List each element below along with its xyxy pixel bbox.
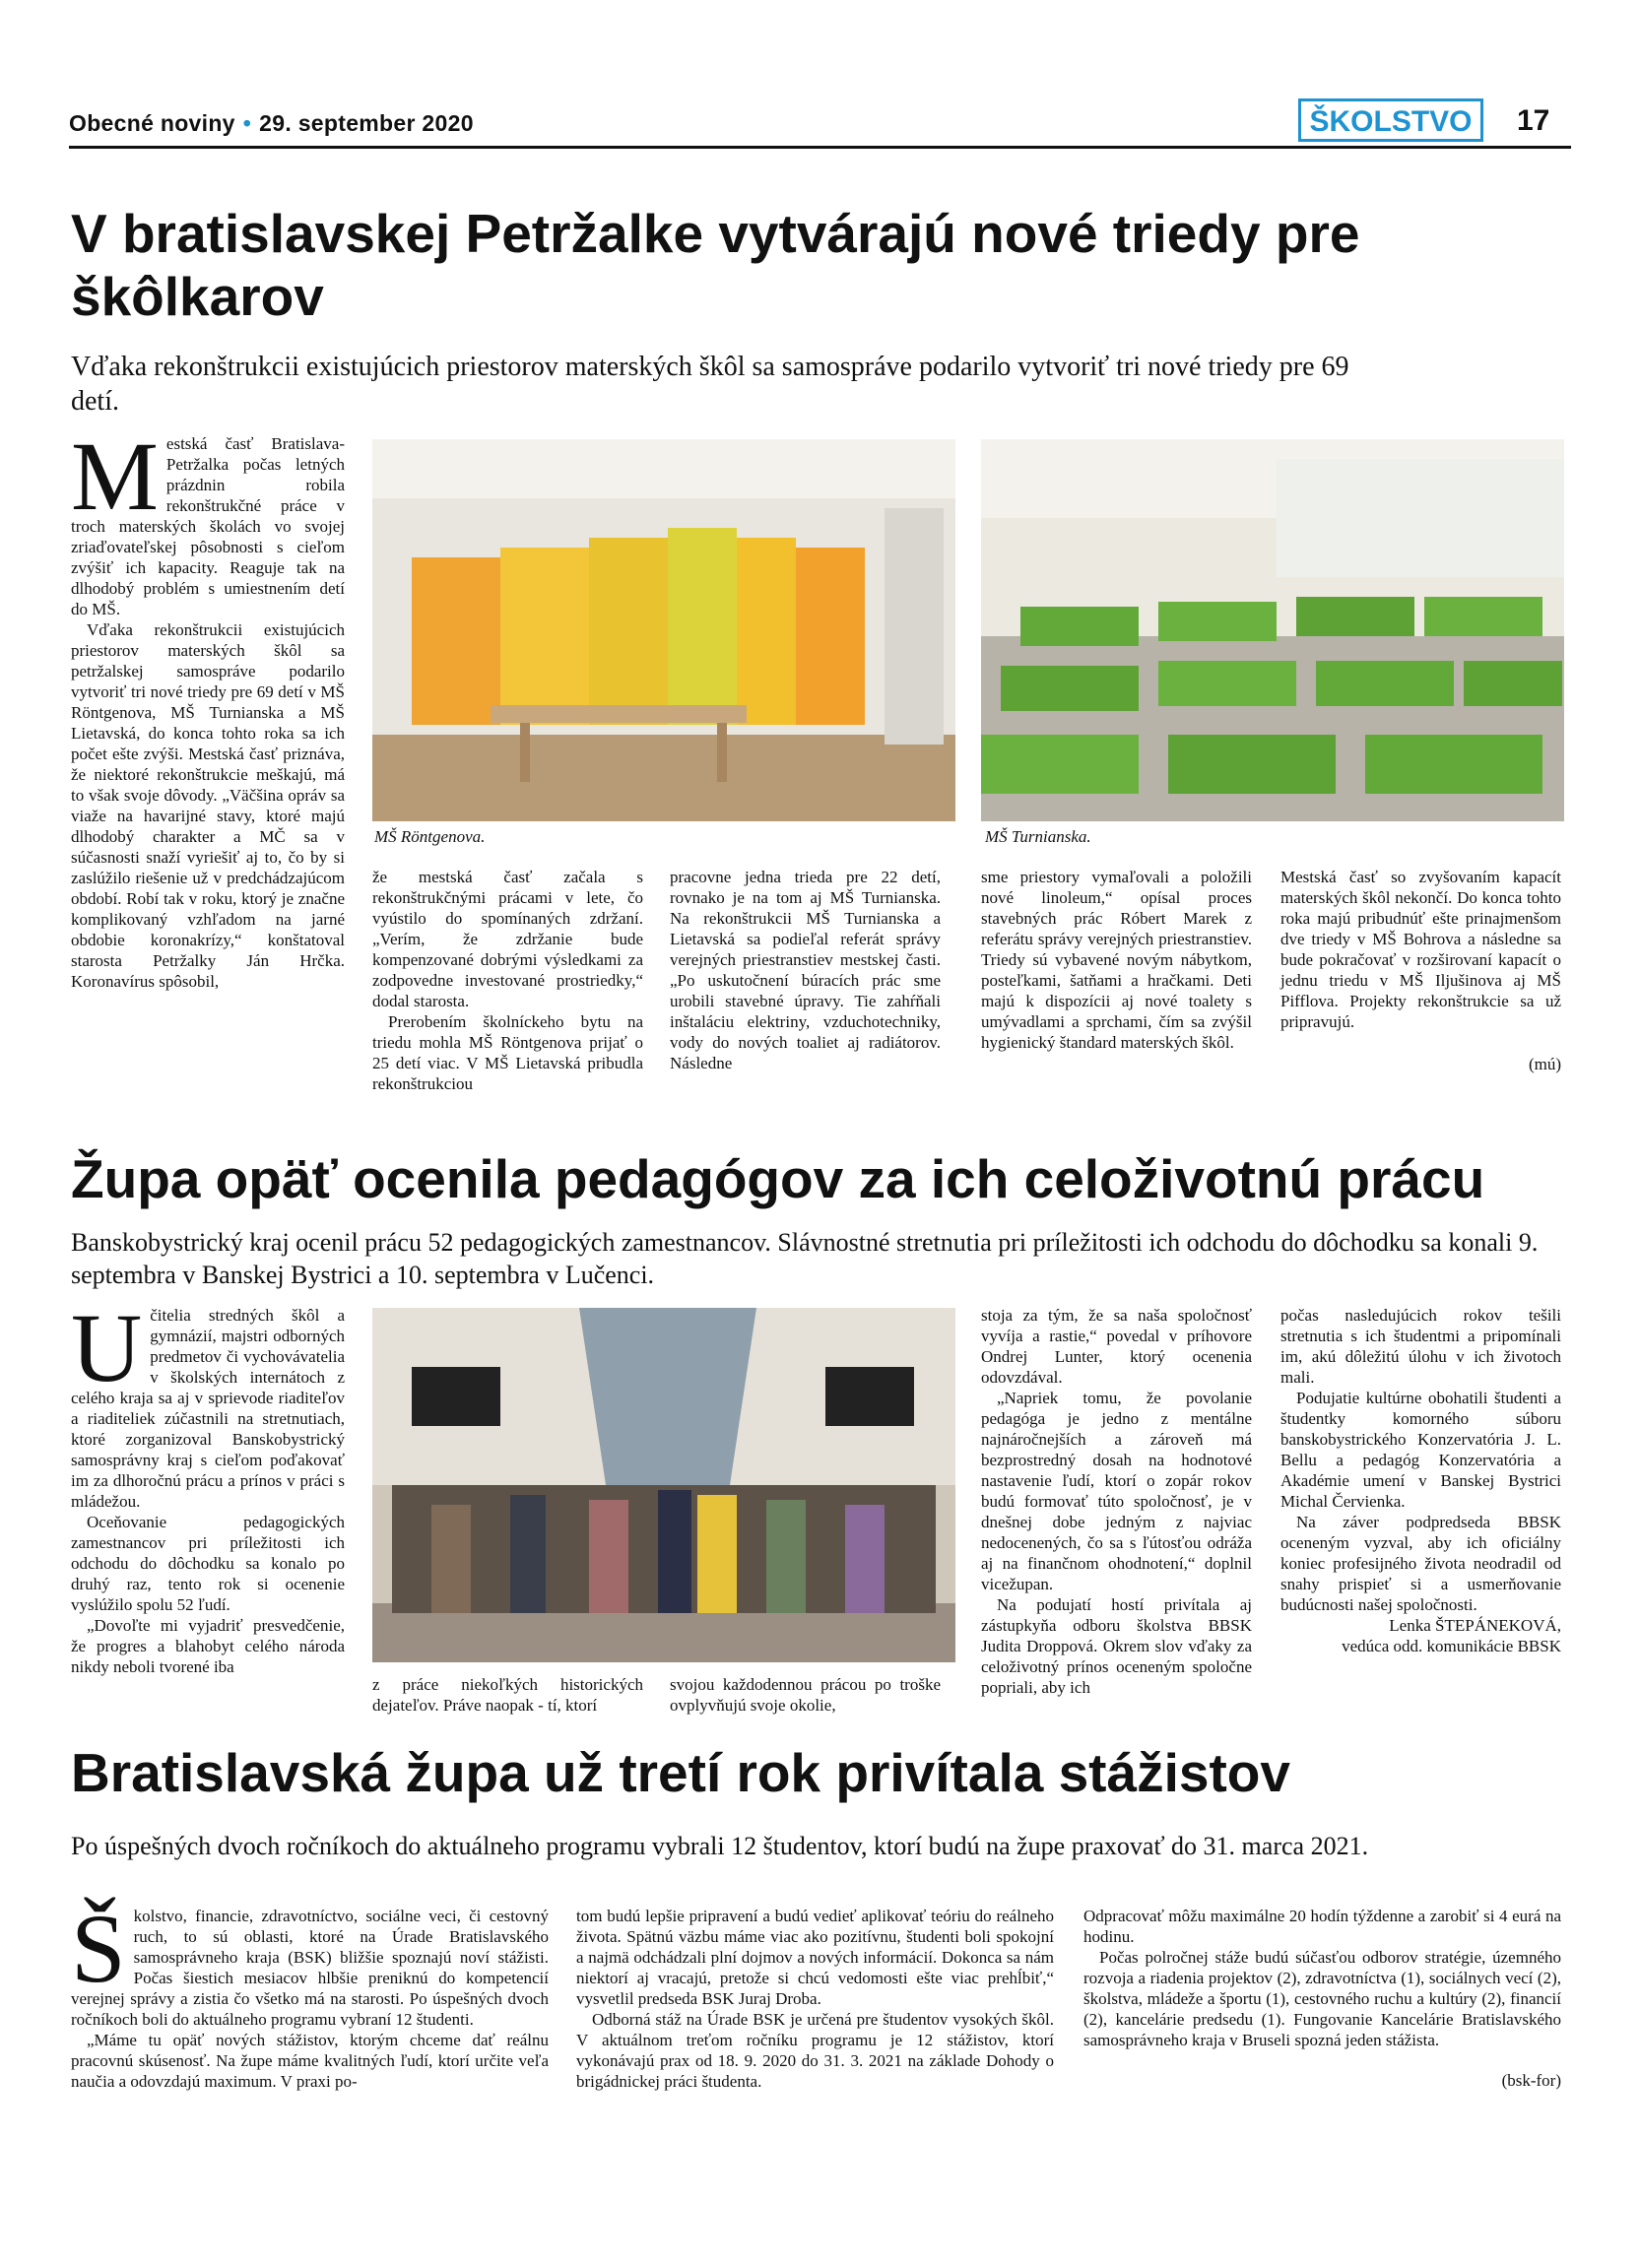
article1-title: V bratislavskej Petržalke vytvárajú nové triedy pre škôlkarov [71, 203, 1360, 327]
article1-column-2 [372, 867, 643, 1094]
paragraph: čitelia stredných škôl a gymnázií, majstri odborných predmetov či vychovávatelia v školských internátoch z celého kraja sa aj v sprievode riaditeľov a riaditeliek zúčastnili na stretnutiach, ktoré zorganizoval Banskobystrický samosprávny kraj s cieľom poďakovať im za dlhoročnú prácu a prínos v práci s mládežou. [71, 1306, 345, 1511]
article3-column-3 [1083, 1906, 1561, 2091]
paragraph: sme priestory vymaľovali a položili nové linoleum,“ opísal proces stavebných prác Róbert Marek z referátu správy verejných priestranstiev. Triedy sú vybavené novým nábytkom, posteľkami, šatňami a hračkami. Deti majú k dispozícii aj nové toalety s umývadlami a sprchami, čím sa zvýšil hygienický štandard materských škôl. [981, 868, 1252, 1052]
article2-column-3 [670, 1674, 941, 1716]
article2-title: Župa opäť ocenila pedagógov za ich celoživotnú prácu [71, 1148, 1485, 1209]
dropcap: M [71, 421, 159, 531]
publication-name: Obecné noviny [69, 110, 235, 136]
paragraph: Mestská časť so zvyšovaním kapacít materských škôl nekončí. Do konca tohto roka majú pribudnúť ešte prinajmenšom dve triedy v MŠ Bohrova a následne sa bude pokračovať v rozširovaní kapacít o jednu triedu v MŠ Iljušinova aj MŠ Pifflova. Projekty rekonštrukcie sa už pripravujú. [1280, 868, 1561, 1031]
author-signature: (bsk-for) [1501, 2071, 1561, 2090]
paragraph: kolstvo, financie, zdravotníctvo, sociálne veci, či cestovný ruch, to sú oblasti, ktoré na Úrade Bratislavského samosprávneho kraja (BSK) bližšie spoznajú noví stážisti. Počas šiestich mesiacov hlbšie preniknú do kompetencií verejnej správy a zistia čo všetko má na starosti. Po úspešných dvoch ročníkoch boli do aktuálneho programu vybraní 12 študenti. [71, 1907, 549, 2029]
separator-dot: • [242, 110, 252, 136]
paragraph: Na záver podpredseda BBSK oceneným vyzval, aby ich oficiálny koniec profesijného života neodradil od snahy prispieť si a usmerňovanie budúcnosti našej spoločnosti. [1280, 1513, 1561, 1614]
author-role: vedúca odd. komunikácie BBSK [1342, 1637, 1561, 1655]
paragraph: stoja za tým, že sa naša spoločnosť vyvíja a rastie,“ povedal v príhovore Ondrej Lunter, ktorý ocenenia odovzdával. [981, 1306, 1252, 1387]
author-signature: (mú) [1528, 1055, 1561, 1073]
dropcap: U [71, 1293, 143, 1402]
article3-column-1 [71, 1894, 549, 2092]
article2-column-4 [981, 1305, 1252, 1698]
photo-caption: MŠ Turnianska. [985, 827, 1091, 846]
paragraph: počas nasledujúcich rokov tešili stretnutia s ich študentmi a pripomínali im, akú dôležitú úlohu v ich životoch mali. [1280, 1306, 1561, 1387]
article1-column-1 [71, 421, 345, 992]
paragraph: pracovne jedna trieda pre 22 detí, rovnako je na tom aj MŠ Turnianska. Na rekonštrukcii MŠ Turnianska a Lietavská sa podieľal referát správy verejných priestranstiev mestskej časti. „Po uskutočnení búracích prác sme urobili stavebné úpravy. Tie zahŕňali inštaláciu elektriny, vzduchotechniky, vody do nových toaliet aj radiátorov. Následne [670, 868, 941, 1072]
paragraph: Odborná stáž na Úrade BSK je určená pre študentov vysokých škôl. V aktuálnom treťom ročníku programu je 12 stážistov, ktorí vykonávajú prax od 18. 9. 2020 do 31. 3. 2021 na základe Dohody o brigádnickej práci študenta. [576, 2010, 1054, 2091]
classroom-photo-rontgenova [372, 439, 955, 821]
article3-lead: Po úspešných dvoch ročníkoch do aktuálneho programu vybrali 12 študentov, ktorí budú na župe praxovať do 31. marca 2021. [71, 1832, 1369, 1860]
issue-date: 29. september 2020 [259, 110, 474, 136]
article3-column-2 [576, 1906, 1054, 2092]
paragraph: Prerobením školníckeho bytu na triedu mohla MŠ Röntgenova prijať o 25 detí viac. V MŠ Lietavská pribudla rekonštrukciou [372, 1012, 643, 1093]
paragraph: Odpracovať môžu maximálne 20 hodín týždenne a zarobiť si 4 eurá na hodinu. [1083, 1907, 1561, 1946]
author-name: Lenka ŠTEPÁNEKOVÁ, [1389, 1616, 1561, 1635]
paragraph: Podujatie kultúrne obohatili študenti a študentky komorného súboru banskobystrického Konzervatória J. L. Bellu a pedagóg Konzervatória a Akadémie umení v Banskej Bystrici Michal Červienka. [1280, 1389, 1561, 1511]
article2-column-1 [71, 1293, 345, 1677]
paragraph: svojou každodennou prácou po troške ovplyvňujú svoje okolie, [670, 1675, 941, 1715]
paragraph: Oceňovanie pedagogických zamestnancov pri príležitosti ich odchodu do dôchodku sa konalo po druhý raz, tento rok si ocenenie vyslúžilo spolu 52 ľudí. [71, 1513, 345, 1614]
page-number: 17 [1517, 104, 1550, 137]
paragraph: že mestská časť začala s rekonštrukčnými prácami v lete, čo vyústilo do spomínaných zdržaní. „Verím, že zdržanie bude kompenzované dobrými výsledkami za zodpovedne investované prostriedky,“ dodal starosta. [372, 868, 643, 1010]
paragraph: „Dovoľte mi vyjadriť presvedčenie, že progres a blahobyt celého národa nikdy neboli tvorené iba [71, 1616, 345, 1676]
paragraph: „Napriek tomu, že povolanie pedagóga je jedno z mentálne najnáročnejších a zároveň má bezprostredný dosah na hodnotové nastavenie ľudí, ktorí o zopár rokov budú formovať túto spoločnosť, je v dnešnej dobe jedným z najviac nedocenených, čo sa s ľútosťou odráža aj na finančnom ohodnotení,“ doplnil vicežupan. [981, 1389, 1252, 1593]
dropcap: Š [71, 1894, 126, 2003]
article1-column-4 [981, 867, 1252, 1053]
masthead [69, 110, 474, 137]
header-rule [69, 146, 1571, 149]
article1-column-5 [1280, 867, 1561, 1074]
section-label: ŠKOLSTVO [1298, 98, 1483, 142]
article1-lead: Vďaka rekonštrukcii existujúcich priestorov materských škôl sa samospráve podarilo vytvoriť tri nové triedy pre 69 detí. [71, 352, 1349, 417]
paragraph: „Máme tu opäť nových stážistov, ktorým chceme dať reálnu pracovnú skúsenosť. Na župe máme kvalitných ľudí, ktorí určite veľa naučia a odovzdajú maximum. V praxi po- [71, 2031, 549, 2091]
paragraph: z práce niekoľkých historických dejateľov. Práve naopak - tí, ktorí [372, 1675, 643, 1715]
paragraph: tom budú lepšie pripravení a budú vedieť aplikovať teóriu do reálneho života. Spätnú väzbu máme viac ako pozitívnu, študenti boli spokojní a najmä odchádzali plní dojmov a nových informácií. Dokonca sa nám niektorí aj vracajú, pretože si chcú vedomosti ešte viac prehĺbiť,“ vysvetlil predseda BSK Juraj Droba. [576, 1907, 1054, 2008]
paragraph: Na podujatí hostí privítala aj zástupkyňa odboru školstva BBSK Judita Droppová. Okrem slov vďaky za celoživotný prínos oceneným spoločne popriali, aby ich [981, 1595, 1252, 1697]
group-photo-teachers [372, 1308, 955, 1662]
article2-column-2 [372, 1674, 643, 1716]
paragraph: Vďaka rekonštrukcii existujúcich priestorov materských škôl sa petržalskej samospráve podarilo vytvoriť tri nové triedy pre 69 detí v MŠ Röntgenova, MŠ Turnianska a MŠ Lietavská, do konca tohto roka sa ich počet ešte zvýši. Mestská časť priznáva, že niektoré rekonštrukcie meškajú, má to však svoje dôvody. „Väčšina opráv sa viaže na havarijné stavy, ktoré majú dlhodobý charakter a MČ sa v súčasnosti snaží vyriešiť aj to, čo by si zaslúžilo riešenie už v predchádzajúcom období. Robí tak v roku, ktorý je značne komplikovaný vzhľadom na jarné obdobie koronakrízy,“ konštatoval starosta Petržalky Ján Hrčka. Koronavírus spôsobil, [71, 620, 345, 991]
article3-title: Bratislavská župa už tretí rok privítala stážistov [71, 1742, 1290, 1803]
paragraph: estská časť Bratislava-Petržalka počas letných prázdnin robila rekonštrukčné práce v troch materských školách vo svojej zriaďovateľskej pôsobnosti s cieľom zvýšiť ich kapacity. Reaguje tak na dlhodobý problém s umiestnením detí do MŠ. [71, 434, 345, 618]
photo-caption: MŠ Röntgenova. [374, 827, 486, 846]
article2-lead: Banskobystrický kraj ocenil prácu 52 pedagogických zamestnancov. Slávnostné stretnutia pri príležitosti ich odchodu do dôchodku sa konali 9. septembra v Banskej Bystrici a 10. septembra v Lučenci. [71, 1228, 1539, 1289]
bedroom-photo-turnianska [981, 439, 1564, 821]
article1-column-3 [670, 867, 941, 1073]
paragraph: Počas polročnej stáže budú súčasťou odborov stratégie, územného rozvoja a riadenia projektov (2), zdravotníctva (1), sociálnych vecí (2), školstva, mládeže a športu (1), cestovného ruchu a kultúry (2), financií (2), kancelárie predsedu (1). Fungovanie Kancelárie Bratislavského samosprávneho kraja v Bruseli spozná jeden stážista. [1083, 1948, 1561, 2049]
article2-column-5 [1280, 1305, 1561, 1656]
